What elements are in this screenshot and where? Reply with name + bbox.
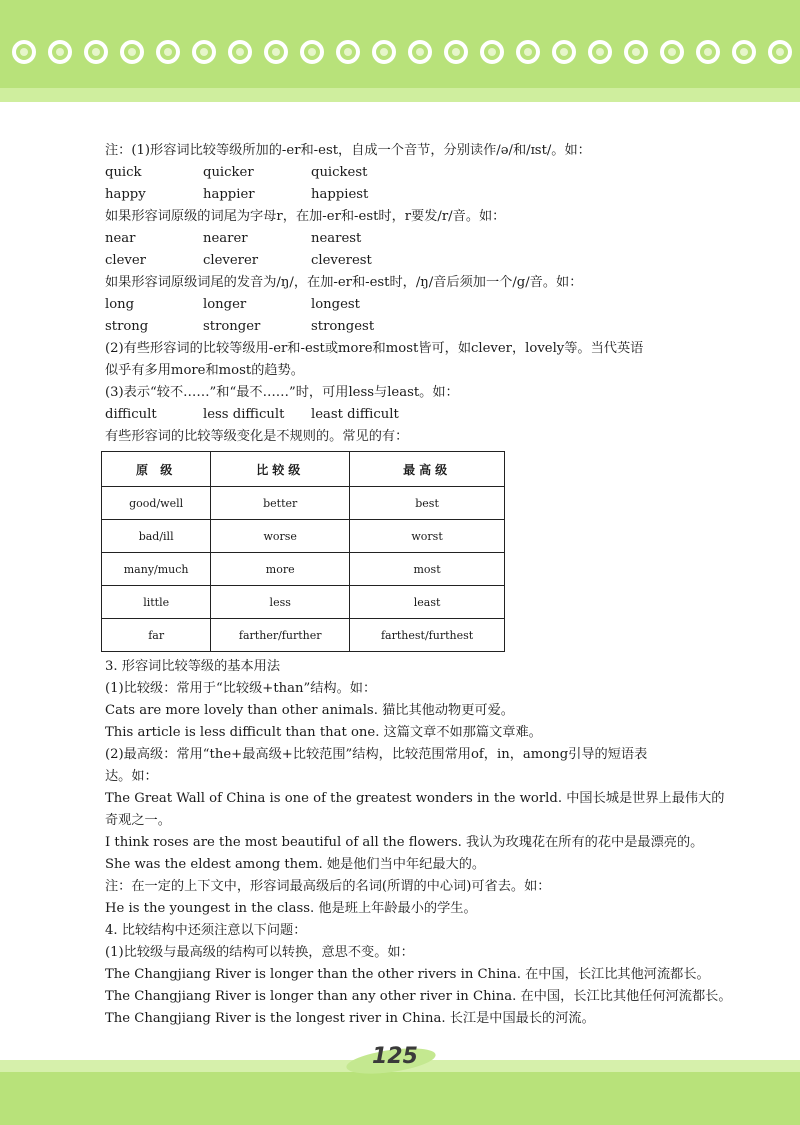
example-positive: quick: [105, 165, 142, 180]
cell-positive: good/well: [102, 487, 211, 520]
example-superlative: longest: [311, 297, 360, 312]
ring-icon: [768, 40, 792, 64]
example-positive: strong: [105, 319, 149, 334]
ring-icon: [408, 40, 432, 64]
header-comparative: 比较级: [211, 452, 350, 487]
ring-icon: [516, 40, 540, 64]
example-positive: long: [105, 297, 135, 312]
ring-icon: [84, 40, 108, 64]
example-row: [105, 184, 725, 206]
ring-icon: [228, 40, 252, 64]
ring-icon: [696, 40, 720, 64]
ring-icon: [300, 40, 324, 64]
note-more-most-cont: 似乎有多用more和most的趋势。: [105, 363, 304, 378]
cell-superlative: best: [350, 487, 505, 520]
note-less-least: (3)表示“较不……”和“最不……”时，可用less与least。如：: [105, 385, 459, 400]
example-superlative: nearest: [311, 231, 362, 246]
example-superlative: cleverest: [311, 253, 372, 268]
cell-superlative: most: [350, 553, 505, 586]
note-omission: 注：在一定的上下文中，形容词最高级后的名词(所谓的中心词)可省去。如：: [105, 879, 551, 894]
example-positive: clever: [105, 253, 146, 268]
page-body: [105, 140, 725, 448]
header-positive: 原 级: [102, 452, 211, 487]
ring-icon: [372, 40, 396, 64]
cell-positive: little: [102, 586, 211, 619]
section-title: 3. 形容词比较等级的基本用法: [105, 659, 281, 674]
ring-icon: [48, 40, 72, 64]
example-sentence: The Changjiang River is the longest river in China. 长江是中国最长的河流。: [105, 1011, 595, 1026]
example-comparative: happier: [203, 187, 255, 202]
example-sentence: The Great Wall of China is one of the greatest wonders in the world. 中国长城是世界上最伟大的: [105, 791, 725, 806]
example-positive: difficult: [105, 407, 157, 422]
cell-positive: many/much: [102, 553, 211, 586]
ring-icon: [120, 40, 144, 64]
cell-comparative: worse: [211, 520, 350, 553]
example-comparative: cleverer: [203, 253, 259, 268]
ring-icon: [732, 40, 756, 64]
example-row: [105, 404, 725, 426]
table-row: [102, 586, 505, 619]
cell-comparative: more: [211, 553, 350, 586]
cell-positive: far: [102, 619, 211, 652]
rule-ng: 如果形容词原级词尾的发音为/ŋ/，在加-er和-est时，/ŋ/音后须加一个/g/音。如：: [105, 275, 583, 290]
table-row: [102, 619, 505, 652]
cell-comparative: less: [211, 586, 350, 619]
example-row: [105, 162, 725, 184]
ring-icon: [12, 40, 36, 64]
usage-section: [105, 656, 732, 1030]
cell-superlative: worst: [350, 520, 505, 553]
example-sentence: The Changjiang River is longer than the other rivers in China. 在中国，长江比其他河流都长。: [105, 967, 710, 982]
table-row: [102, 553, 505, 586]
example-comparative: less difficult: [203, 407, 285, 422]
ring-icon: [660, 40, 684, 64]
example-sentence: This article is less difficult than that one. 这篇文章不如那篇文章难。: [105, 725, 542, 740]
example-superlative: happiest: [311, 187, 369, 202]
decorative-rings: [0, 40, 800, 74]
section-title: 4. 比较结构中还须注意以下问题：: [105, 923, 307, 938]
example-row: [105, 294, 725, 316]
ring-icon: [192, 40, 216, 64]
header-superlative: 最高级: [350, 452, 505, 487]
ring-icon: [336, 40, 360, 64]
example-comparative: quicker: [203, 165, 254, 180]
example-comparative: stronger: [203, 319, 261, 334]
comparative-rule: (1)比较级：常用于“比较级+than”结构。如：: [105, 681, 377, 696]
example-positive: near: [105, 231, 136, 246]
example-sentence: Cats are more lovely than other animals. 猫比其他动物更可爱。: [105, 703, 514, 718]
example-superlative: quickest: [311, 165, 368, 180]
cell-comparative: better: [211, 487, 350, 520]
example-superlative: least difficult: [311, 407, 399, 422]
page-number: 125: [372, 1044, 418, 1069]
example-comparative: nearer: [203, 231, 248, 246]
example-row: [105, 250, 725, 272]
example-sentence: The Changjiang River is longer than any other river in China. 在中国，长江比其他任何河流都长。: [105, 989, 732, 1004]
ring-icon: [552, 40, 576, 64]
irregular-intro: 有些形容词的比较等级变化是不规则的。常见的有：: [105, 429, 409, 444]
cell-comparative: farther/further: [211, 619, 350, 652]
ring-icon: [444, 40, 468, 64]
example-superlative: strongest: [311, 319, 375, 334]
rule-r: 如果形容词原级的词尾为字母r，在加-er和-est时，r要发/r/音。如：: [105, 209, 506, 224]
page-number-badge: [346, 1042, 436, 1078]
ring-icon: [480, 40, 504, 64]
ring-icon: [156, 40, 180, 64]
table-header-row: [102, 452, 505, 487]
ring-icon: [588, 40, 612, 64]
note-syllable: 注：(1)形容词比较等级所加的-er和-est，自成一个音节，分别读作/ə/和/ɪst/。如：: [105, 143, 591, 158]
ring-icon: [264, 40, 288, 64]
conversion-rule: (1)比较级与最高级的结构可以转换，意思不变。如：: [105, 945, 414, 960]
cell-superlative: least: [350, 586, 505, 619]
example-sentence-cont: 奇观之一。: [105, 813, 171, 828]
example-sentence: She was the eldest among them. 她是他们当中年纪最大的。: [105, 857, 486, 872]
cell-positive: bad/ill: [102, 520, 211, 553]
example-positive: happy: [105, 187, 146, 202]
example-sentence: He is the youngest in the class. 他是班上年龄最小的学生。: [105, 901, 477, 916]
table-row: [102, 487, 505, 520]
example-row: [105, 228, 725, 250]
cell-superlative: farthest/furthest: [350, 619, 505, 652]
table-row: [102, 520, 505, 553]
header-band-inner: [0, 88, 800, 102]
example-comparative: longer: [203, 297, 247, 312]
example-row: [105, 316, 725, 338]
example-sentence: I think roses are the most beautiful of all the flowers. 我认为玫瑰花在所有的花中是最漂亮的。: [105, 835, 704, 850]
ring-icon: [624, 40, 648, 64]
note-more-most: (2)有些形容词的比较等级用-er和-est或more和most皆可，如clever，lovely等。当代英语: [105, 341, 644, 356]
irregular-forms-table: [101, 451, 505, 652]
header-band: [0, 0, 800, 100]
superlative-rule: (2)最高级：常用“the+最高级+比较范围”结构，比较范围常用of，in，among引导的短语表: [105, 747, 648, 762]
superlative-rule-cont: 达。如：: [105, 769, 158, 784]
